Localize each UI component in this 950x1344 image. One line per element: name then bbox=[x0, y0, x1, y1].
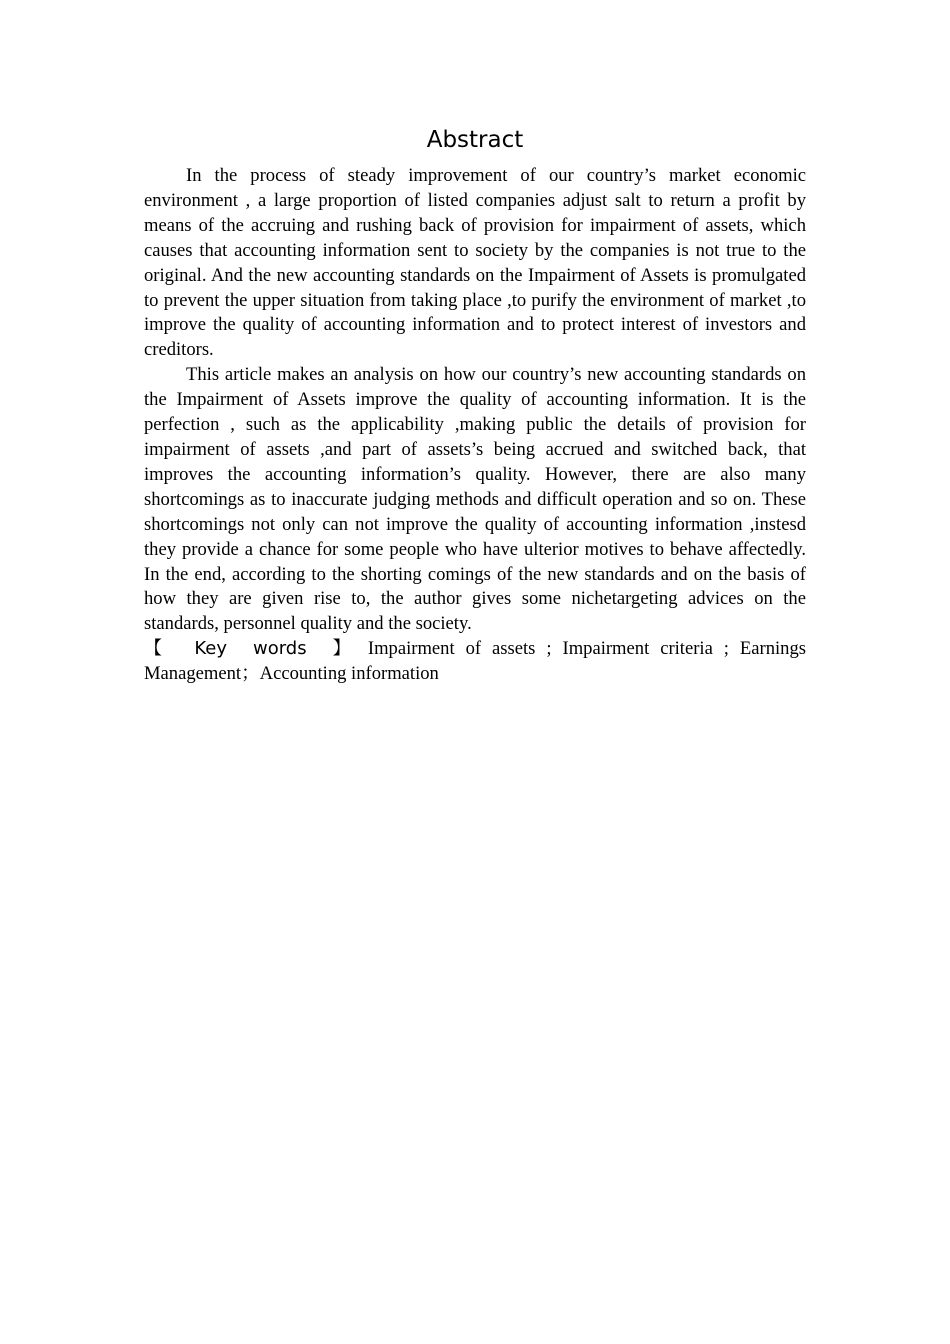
abstract-title: Abstract bbox=[426, 127, 524, 153]
abstract-paragraph-2: This article makes an analysis on how our country’s new accounting standards on the Impairment of Assets improve the quality of accounting information. It is the perfection , such as the applicability ,making public the details of provision for impairment of assets ,and part of assets’s being accrued and switched back, that improves the accounting information’s quality. However, there are also many shortcomings as to inaccurate judging methods and difficult operation and so on. These shortcomings not only can not improve the quality of accounting information ,instesd they provide a chance for some people who have ulterior motives to behave affectedly. In the end, according to the shorting comings of the new standards and on the basis of how they are given rise to, the author gives some nichetargeting advices on the standards, personnel quality and the society. bbox=[144, 364, 806, 635]
keywords-label: 【 Key words 】 bbox=[144, 638, 357, 660]
keywords-line bbox=[144, 637, 806, 687]
abstract-section bbox=[144, 124, 806, 687]
abstract-paragraph-1: In the process of steady improvement of our country’s market economic environment , a large proportion of listed companies adjust salt to return a profit by means of the accruing and rushing back of provision for impairment of assets, which causes that accounting information sent to society by the companies is not true to the original. And the new accounting standards on the Impairment of Assets is promulgated to prevent the upper situation from taking place ,to purify the environment of market ,to improve the quality of accounting information and to protect interest of investors and creditors. bbox=[144, 165, 806, 361]
keywords-text: Impairment of assets ; Impairment criteria ; Earnings Management；Accounting information bbox=[144, 638, 806, 685]
